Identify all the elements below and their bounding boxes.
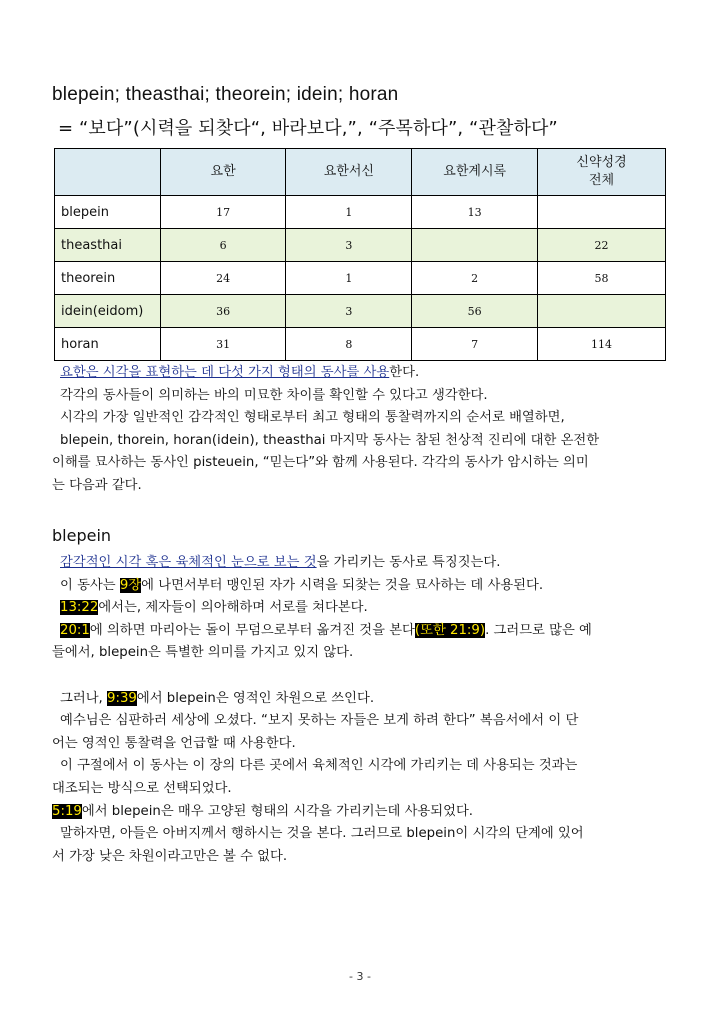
- text-span: 그러나,: [60, 690, 107, 706]
- row-word: theorein: [55, 262, 161, 295]
- text-line: [52, 688, 668, 711]
- table-header-revelation: 요한계시록: [412, 149, 538, 196]
- table-cell: 3: [286, 229, 412, 262]
- text-line: [52, 552, 668, 575]
- table-header-empty: [55, 149, 161, 196]
- text-line: 각각의 동사들이 의미하는 바의 미묘한 차이를 확인할 수 있다고 생각한다.: [60, 387, 488, 403]
- verse-reference: 20:1: [60, 622, 90, 638]
- table-cell: 1: [286, 262, 412, 295]
- text-span: 이 동사는: [60, 577, 120, 593]
- table-cell: 8: [286, 328, 412, 361]
- table-cell: 36: [160, 295, 286, 328]
- text-span: 에서 blepein은 매우 고양된 형태의 시각을 가리키는데 사용되었다.: [81, 803, 474, 819]
- verse-reference: 9장: [119, 577, 142, 593]
- row-word: theasthai: [55, 229, 161, 262]
- table-cell: 13: [412, 196, 538, 229]
- text-span: 에 의하면 마리아는 돌이 무덤으로부터 옮겨진 것을 본다: [89, 622, 415, 638]
- text-span: 한다.: [389, 365, 420, 380]
- table-row: [55, 229, 666, 262]
- table-cell: 114: [538, 328, 666, 361]
- text-line: [52, 801, 668, 824]
- row-word: blepein: [55, 196, 161, 229]
- table-row: [55, 262, 666, 295]
- text-line: [52, 620, 668, 643]
- page-heading-meaning: = “보다”(시력을 되찾다“, 바라보다,”, “주목하다”, “관찰하다”: [58, 118, 558, 139]
- text-span: 에 나면서부터 맹인된 자가 시력을 되찾는 것을 묘사하는 데 사용된다.: [141, 577, 544, 593]
- verse-reference: 5:19: [52, 803, 82, 819]
- table-header-row: [55, 149, 666, 196]
- key-phrase: 감각적인 시각 혹은 육체적인 눈으로 보는 것: [60, 555, 317, 570]
- row-word: horan: [55, 328, 161, 361]
- table-header-john: 요한: [160, 149, 286, 196]
- verse-reference: 13:22: [60, 600, 99, 616]
- text-line: 말하자면, 아들은 아버지께서 행하시는 것을 본다. 그러므로 blepein이 시각의 단계에 있어: [60, 826, 584, 842]
- text-line: 는 다음과 같다.: [52, 477, 142, 493]
- page-number: - 3 -: [349, 970, 371, 983]
- text-line: 예수님은 심판하러 세상에 오셨다. “보지 못하는 자들은 보게 하려 한다” 복음서에서 이 단: [60, 713, 579, 729]
- row-word: idein(eidom): [55, 295, 161, 328]
- table-cell: [412, 229, 538, 262]
- table-cell: 17: [160, 196, 286, 229]
- blank-line: [52, 665, 668, 688]
- table-row: [55, 295, 666, 328]
- text-line: [52, 575, 668, 598]
- text-line: [52, 362, 668, 385]
- table-cell: [538, 196, 666, 229]
- table-cell: 7: [412, 328, 538, 361]
- text-line: 이해를 묘사하는 동사인 pisteuein, “믿는다”와 함께 사용된다. 각각의 동사가 암시하는 의미: [52, 455, 589, 471]
- verse-reference: 9:39: [107, 690, 137, 706]
- table-row: [55, 328, 666, 361]
- key-phrase: 요한은 시각을 표현하는 데 다섯 가지 형태의 동사를 사용: [60, 365, 390, 380]
- header-line: 전체: [588, 173, 615, 188]
- text-line: blepein, thorein, horan(idein), theasthai 마지막 동사는 참된 천상적 진리에 대한 온전한: [60, 432, 600, 448]
- header-line: 신약성경: [576, 155, 627, 170]
- table-cell: 1: [286, 196, 412, 229]
- table-cell: [538, 295, 666, 328]
- text-line: 대조되는 방식으로 선택되었다.: [52, 780, 232, 796]
- text-line: 어는 영적인 통찰력을 언급할 때 사용한다.: [52, 735, 296, 751]
- table-cell: 56: [412, 295, 538, 328]
- text-span: 을 가리키는 동사로 특징짓는다.: [316, 555, 501, 570]
- table-cell: 58: [538, 262, 666, 295]
- text-line: 시각의 가장 일반적인 감각적인 형태로부터 최고 형태의 통찰력까지의 순서로 배열하면,: [60, 410, 565, 426]
- table-cell: 31: [160, 328, 286, 361]
- intro-paragraph: [52, 362, 668, 498]
- text-line: [52, 597, 668, 620]
- section-title: blepein: [52, 526, 112, 545]
- text-line: 이 구절에서 이 동사는 이 장의 다른 곳에서 육체적인 시각에 가리키는 데 사용되는 것과는: [60, 758, 578, 774]
- text-span: . 그러므로 많은 예: [485, 622, 592, 638]
- text-line: 서 가장 낮은 차원이라고만은 볼 수 없다.: [52, 848, 288, 864]
- verse-reference: (또한 21:9): [414, 622, 486, 638]
- section-body: [52, 552, 668, 868]
- text-line: 들에서, blepein은 특별한 의미를 가지고 있지 않다.: [52, 645, 354, 661]
- table-header-epistles: 요한서신: [286, 149, 412, 196]
- table-cell: 24: [160, 262, 286, 295]
- page-heading-words: blepein; theasthai; theorein; idein; horan: [52, 84, 399, 105]
- text-span: 에서는, 제자들이 의아해하며 서로를 쳐다본다.: [98, 600, 368, 616]
- verb-count-table: [54, 148, 666, 361]
- table-cell: 3: [286, 295, 412, 328]
- table-cell: 22: [538, 229, 666, 262]
- table-row: [55, 196, 666, 229]
- table-cell: 2: [412, 262, 538, 295]
- table-header-nt-total: [538, 149, 666, 196]
- table-cell: 6: [160, 229, 286, 262]
- text-span: 에서 blepein은 영적인 차원으로 쓰인다.: [136, 690, 375, 706]
